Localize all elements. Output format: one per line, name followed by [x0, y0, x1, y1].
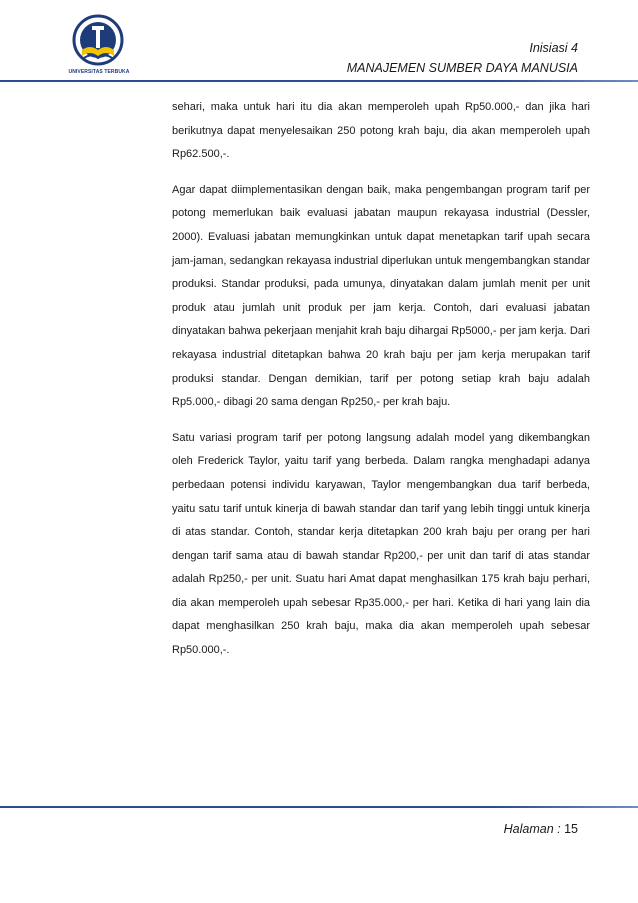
paragraph: Satu variasi program tarif per potong langsung adalah model yang dikembangkan oleh Frederick Taylor, yaitu tarif yang berbeda. Dalam rangka menghadapi adanya perbedaan potensi individu karyawan, Taylor mengembangkan dua tarif berbeda, yaitu satu tarif untuk kinerja di bawah standar dan tarif yang lebih tinggi untuk kinerja di atas standar. Contoh, standar kerja ditetapkan 200 krah baju per orang per hari dengan tarif sama atau di bawah standar Rp200,- per unit dan tarif di atas standar adalah Rp250,- per unit. Suatu hari Amat dapat menghasilkan 175 krah baju perhari, dia akan memperoleh upah sebesar Rp35.000,- per hari. Ketika di hari yang lain dia dapat menghasilkan 250 krah baju, maka dia akan memperoleh upah sebesar Rp50.000,-.: [172, 431, 590, 657]
page-label: Halaman :: [503, 822, 561, 836]
page-footer: [504, 822, 578, 836]
footer-divider: [0, 806, 638, 808]
paragraph: sehari, maka untuk hari itu dia akan memperoleh upah Rp50.000,- dan jika hari berikutnya dapat menyelesaikan 250 potong krah baju, dia akan memperoleh upah Rp62.500,-.: [172, 101, 590, 161]
body-text: [172, 96, 590, 675]
logo-caption: UNIVERSITAS TERBUKA: [68, 69, 130, 75]
page-number: 15: [564, 822, 578, 836]
page-header: [347, 38, 578, 78]
ut-emblem-icon: [72, 12, 124, 72]
header-divider: [0, 80, 638, 82]
module-title: Inisiasi 4: [529, 41, 578, 55]
course-title: MANAJEMEN SUMBER DAYA MANUSIA: [346, 61, 578, 75]
paragraph: Agar dapat diimplementasikan dengan baik, maka pengembangan program tarif per potong memerlukan baik evaluasi jabatan maupun rekayasa industrial (Dessler, 2000). Evaluasi jabatan memungkinkan untuk dapat menetapkan tarif upah secara jam-jaman, sedangkan rekayasa industrial diperlukan untuk mengembangkan standar produksi. Standar produksi, pada umunya, dinyatakan dalam jumlah menit per unit produk atau jumlah unit produk per jam kerja. Contoh, dari evaluasi jabatan dinyatakan bahwa pekerjaan menjahit krah baju dihargai Rp5000,- per jam kerja. Dari rekayasa industrial ditetapkan bahwa 20 krah baju per jam kerja merupakan tarif produksi standar. Dengan demikian, tarif per potong setiap krah baju adalah Rp5.000,- dibagi 20 sama dengan Rp250,- per krah baju.: [172, 183, 590, 409]
